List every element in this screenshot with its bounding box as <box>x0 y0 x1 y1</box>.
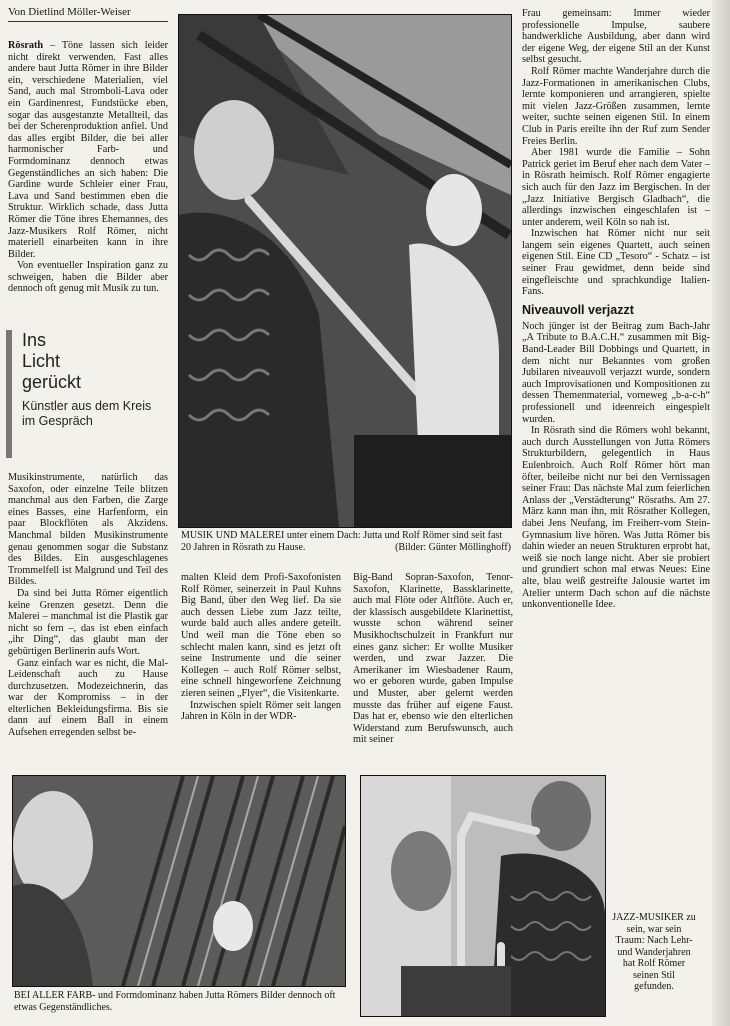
paragraph: malten Kleid dem Profi-Saxofonisten Rolf Römer, seinerzeit in Paul Kuhns Big Band, über den Weg lief. Da sie auch dessen Liebe zum Jazz teilte, wurde bald auch alles andere geteilt. Und weil man die Töne eben so schlecht malen kann, sind es jetzt oft seine Instrumente und die seiner Kollegen – auch Rolf Römer selbst, eine schnell hingeworfene Zeichnung zieren seinen „Flyer“, die Visitenkarte. <box>181 572 341 699</box>
paragraph: Inzwischen spielt Römer seit langen Jahren in Köln in der WDR- <box>181 699 341 723</box>
dateline: Rösrath <box>8 40 44 51</box>
paragraph: Da sind bei Jutta Römer eigentlich keine Grenzen gesetzt. Denn die Malerei – manchmal ist die Plastik gar nicht so fern –, das ist eben einfach „ihr Ding“, das glaubt man der gebürtigen Berlinerin aufs Wort. <box>8 587 168 657</box>
series-box <box>6 330 166 458</box>
paintings-photo <box>12 775 346 987</box>
paragraph: Von eventueller Inspiration ganz zu schweigen, haben die Bilder aber dennoch oft genug mit Musik zu tun. <box>8 260 168 295</box>
main-photo-illustration <box>179 15 511 527</box>
caption-text: MUSIK UND MALEREI unter einem Dach: Jutta und Rolf Römer sind seit fast 20 Jahren in Rösrath zu Hause. <box>181 530 503 553</box>
series-title-line: gerückt <box>22 372 82 392</box>
article-column-1b <box>8 472 168 762</box>
paragraph: Rolf Römer machte Wanderjahre durch die Jazz-Formationen in amerikanischen Clubs, lernte komponieren und arrangieren, spielte mit vielen Jazz-Größen zusammen, lernte weiter, suchte seinen eigenen Stil. In einem Club in Paris ereilte ihn der Ruf zum Sender Freies Berlin. <box>522 65 710 147</box>
paragraph: Musikinstrumente, natürlich das Saxofon, oder einzelne Teile blitzen manchmal aus den Farben, die Zarge eines Basses, eine Harfenform, ein paar Blockflöten als Akzidens. Manchmal bilden Musikinstrumente genau genommen sogar die Substanz des Bildes. Ein ausgeschlagenes Trommelfell ist Malgrund und Teil des Bildes. <box>8 472 168 588</box>
photo-credit: (Bilder: Günter Möllinghoff) <box>395 541 511 553</box>
article-column-3 <box>353 572 513 762</box>
saxophonist-photo-caption: JAZZ-MUSIKER zu sein, war sein Traum: Nach Lehr- und Wanderjahren hat Rolf Römer seinen Stil gefunden. <box>612 912 696 992</box>
main-photo <box>178 14 512 528</box>
paintings-photo-illustration <box>13 776 345 986</box>
saxophonist-photo-illustration <box>361 776 605 1016</box>
article-column-1 <box>8 40 168 315</box>
paragraph: Aber 1981 wurde die Familie – Sohn Patrick geriet im Beruf eher nach dem Vater – in Rösrath heimisch. Rolf Römer engagierte sich auch für den Jazz im Bergischen. In der „Jazz Initiative Bergisch Gladbach“, die allerdings inzwischen eingeschlafen ist – unter anderem, weil Köln so nah ist. <box>522 147 710 228</box>
article-column-2 <box>181 572 341 762</box>
byline: Von Dietlind Möller-Weiser <box>8 6 168 22</box>
series-title-line: Licht <box>22 351 61 371</box>
paragraph: In Rösrath sind die Römers wohl bekannt, auch durch Ausstellungen von Jutta Römers Strukturbildern, gelegentlich in Haus Eulenbroich. Auch Rolf Römer hört man öfter, beileibe nicht nur bei den Vernissagen seiner Frau: Das nächste Mal zum feierlichen Anlass der „Verstädterung“ Rösraths. Am 27. März kann man ihn, mit Rösrather Kollegen, dabei Jens Neufang, im Freiherr-vom Stein-Gymnasium live hören. Was Jutta Römer bis dahin wieder an neuen Strukturen erprobt hat, weiß sie noch lange nicht. Aber sie probiert und grundiert schon mal etwas Neues: Eine alte, blau weiß gestreifte Jalousie wartet im Atelier unterm Dach schon auf die nächste unkonventionelle Idee. <box>522 425 710 611</box>
paragraph: Ganz einfach war es nicht, die Mal-Leidenschaft auch zu Hause durchzusetzen. Modezeichnerin, das war der Kompromiss – in der elterlichen Bekleidungsfirma. Bis sie dann auf einem Ball in einem Aufsehen erregenden selbst be- <box>8 657 168 739</box>
series-subtitle: Künstler aus dem Kreis im Gespräch <box>22 399 152 428</box>
series-title-line: Ins <box>22 330 47 350</box>
main-photo-caption <box>181 530 511 560</box>
page-edge-shadow <box>712 0 730 1026</box>
paragraph: Big-Band Sopran-Saxofon, Tenor-Saxofon, Klarinette, Bassklarinette, auch mal Flöte oder Altflöte. Auch er, der klassisch ausgebildete Klarinettist, wusste schon während seiner Musikhochschulzeit in Frankfurt nur eines ganz sicher: Er wollte Musiker werden, und zwar Jazzer. Die Amerikaner im Wiesbadener Raum, wo er geboren wurde, gaben Impulse und Muster, aber gelernt werden musste das früher auf eigene Faust. Das hat er, ebenso wie den elterlichen Widerstand zum Berufswunsch, auch mit seiner <box>353 572 513 746</box>
article-column-4 <box>522 8 710 788</box>
saxophonist-photo <box>360 775 606 1017</box>
paragraph: Frau gemeinsam: Immer wieder professionelle Impulse, saubere handwerkliche Ausbildung, aber dann wird der eigene Weg, der eigene Stil an der Kunst selbst gesucht. <box>522 8 710 66</box>
paintings-photo-caption: BEI ALLER FARB- und Formdominanz haben Jutta Römers Bilder dennoch oft etwas Gegenständliches. <box>14 990 336 1013</box>
paragraph: Rösrath – Töne lassen sich leider nicht direkt verwenden. Fast alles andere baut Jutta Römer in ihre Bilder ein, verschiedene Materialien, viel Sand, auch mal Stromboli-Lava oder ein Gardinenrest, Fundstücke eben, sogar das ausgestanzte Metallteil, das bei der Scherenproduktion anfiel. Und das alles ergibt Bilder, die bei aller harmonischer Farb- und Formdominanz dennoch etwas Gegenständliches an sich haben: Die Gardine wurde Schleier einer Frau, Lava und Sand bestimmen eben die Struktur. Wirklich schade, dass Jutta Römer die Töne ihres Ehemannes, des Jazz-Musikers Rolf Römer, nicht materiell einarbeiten kann in ihre Bilder. <box>8 40 168 260</box>
paragraph: Inzwischen hat Römer nicht nur seit langem sein eigenes Quartett, auch seinen eigenen Stil. Eine CD „Tesoro“ - Schatz – ist seiner Frau gewidmet, denn beide sind eingefleischte und sprachkundige Italien-Fans. <box>522 228 710 298</box>
section-heading: Niveauvoll verjazzt <box>522 302 634 317</box>
paragraph: Noch jünger ist der Beitrag zum Bach-Jahr „A Tribute to B.A.C.H.“ zusammen mit Big-Band-Leader Bill Dobbings und Quartett, in dem nicht nur Bekanntes vom großen Jubilaren niveauvoll verjazzt wurde, sondern auch Improvisationen und Kompositionen zu dessen Themenmaterial, vorneweg „b-a-c-h“ professionell und ideenreich eingespielt wurden. <box>522 320 710 425</box>
